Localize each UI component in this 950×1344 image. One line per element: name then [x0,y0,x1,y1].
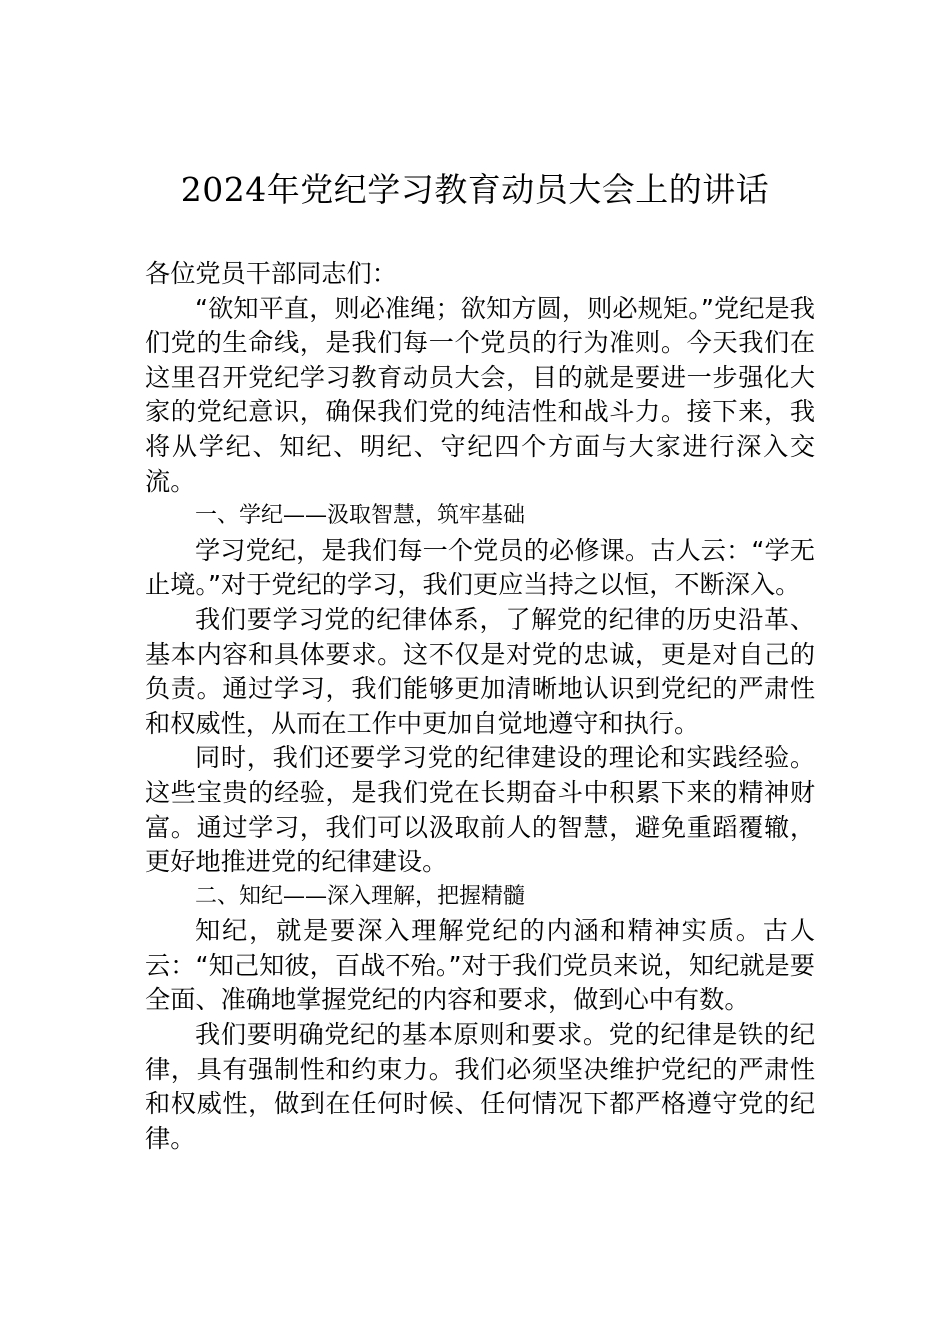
paragraph: 我们要学习党的纪律体系，了解党的纪律的历史沿革、基本内容和具体要求。这不仅是对党的忠诚，更是对自己的负责。通过学习，我们能够更加清晰地认识到党纪的严肃性和权威性，从而在工作中更加自觉地遵守和执行。 [145,604,815,738]
salutation: 各位党员干部同志们： [145,259,397,288]
document-body [145,257,815,1156]
paragraph: 我们要明确党纪的基本原则和要求。党的纪律是铁的纪律，具有强制性和约束力。我们必须坚决维护党纪的严肃性和权威性，做到在任何时候、任何情况下都严格遵守党的纪律。 [145,1020,815,1153]
paragraph: “欲知平直，则必准绳；欲知方圆，则必规矩。”党纪是我们党的生命线，是我们每一个党员的行为准则。今天我们在这里召开党纪学习教育动员大会，目的就是要进一步强化大家的党纪意识，确保我们党的纯洁性和战斗力。接下来，我将从学纪、知纪、明纪、守纪四个方面与大家进行深入交流。 [145,293,815,496]
paragraph: 学习党纪，是我们每一个党员的必修课。古人云：“学无止境。”对于党纪的学习，我们更应当持之以恒，不断深入。 [145,535,815,600]
section-heading: 二、知纪——深入理解，把握精髓 [195,883,526,909]
document-title: 2024年党纪学习教育动员大会上的讲话 [180,170,770,209]
paragraph: 知纪，就是要深入理解党纪的内涵和精神实质。古人云：“知己知彼，百战不殆。”对于我们党员来说，知纪就是要全面、准确地掌握党纪的内容和要求，做到心中有数。 [145,916,815,1015]
paragraph: 同时，我们还要学习党的纪律建设的理论和实践经验。这些宝贵的经验，是我们党在长期奋斗中积累下来的精神财富。通过学习，我们可以汲取前人的智慧，避免重蹈覆辙，更好地推进党的纪律建设。 [145,743,815,877]
section-heading: 一、学纪——汲取智慧，筑牢基础 [195,503,526,529]
